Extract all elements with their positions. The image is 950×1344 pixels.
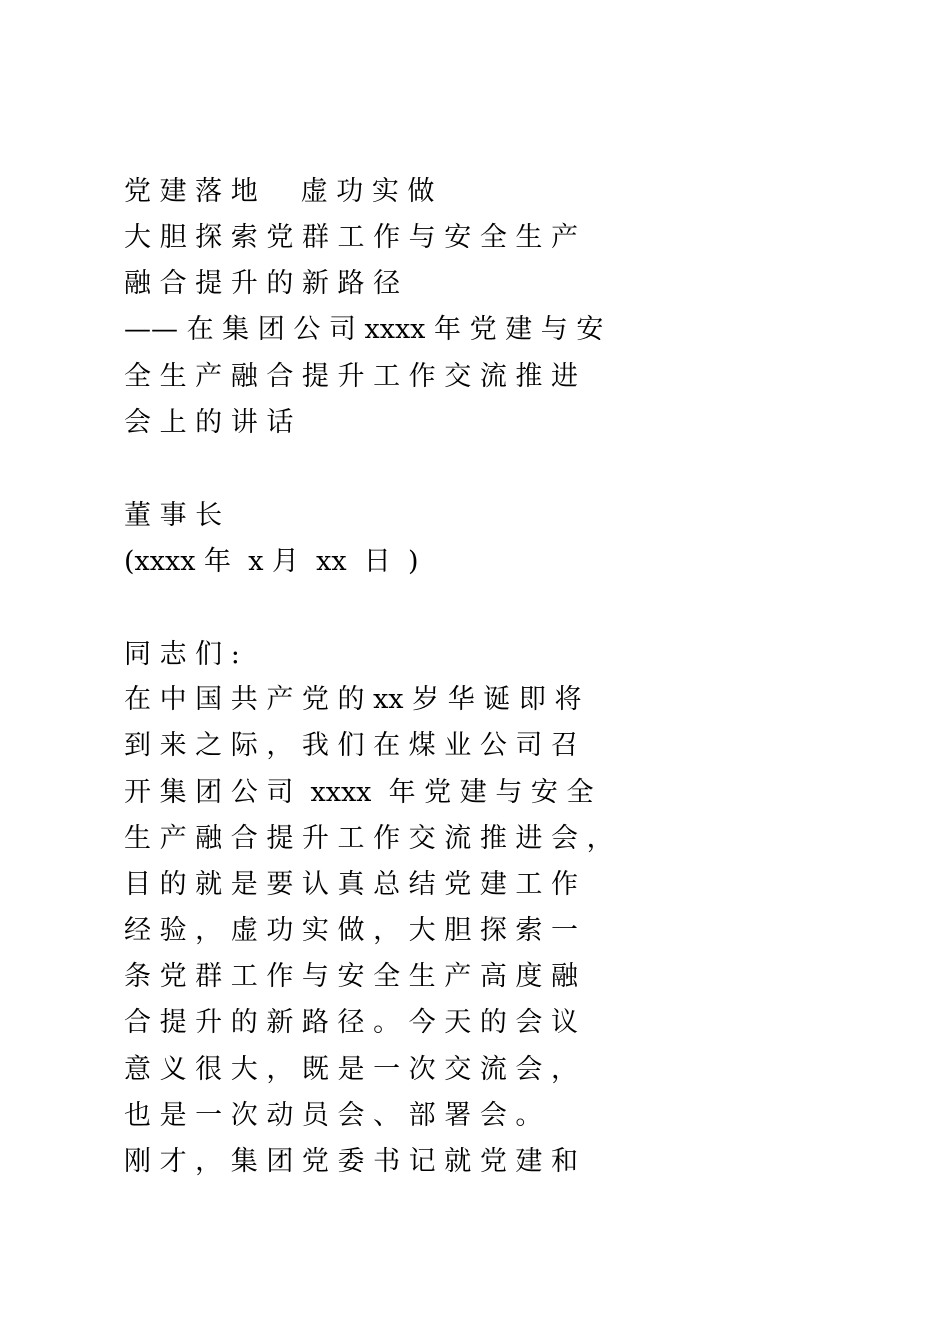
title-line-4: —— 在 集 团 公 司 xxxx 年 党 建 与 安 [124,314,604,345]
body-line-5: 目 的 就 是 要 认 真 总 结 党 建 工 作 [124,869,578,900]
body-line-3: 开 集 团 公 司 xxxx 年 党 建 与 安 全 [124,777,594,808]
body-line-6: 经 验 ， 虚 功 实 做 ， 大 胆 探 索 一 [124,915,578,946]
title-line-5: 全 生 产 融 合 提 升 工 作 交 流 推 进 [124,361,578,392]
body-line-7: 条 党 群 工 作 与 安 全 生 产 高 度 融 [124,961,578,992]
title-line-6: 会 上 的 讲 话 [124,407,294,438]
body-line-8: 合 提 升 的 新 路 径 。 今 天 的 会 议 [124,1007,578,1038]
title-line-2: 大 胆 探 索 党 群 工 作 与 安 全 生 产 [124,222,578,253]
body-line-1: 在 中 国 共 产 党 的 xx 岁 华 诞 即 将 [124,684,582,715]
body-line-9: 意 义 很 大 ， 既 是 一 次 交 流 会 ， [124,1054,578,1085]
salutation: 同 志 们 : [124,639,240,670]
speaker: 董 事 长 [124,500,223,531]
speech-date: (xxxx 年 x 月 xx 日 ) [124,546,419,577]
title-line-3: 融 合 提 升 的 新 路 径 [124,268,401,299]
body-line-11: 刚 才 ， 集 团 党 委 书 记 就 党 建 和 [124,1146,578,1177]
body-line-4: 生 产 融 合 提 升 工 作 交 流 推 进 会 ， [124,823,614,854]
body-line-10: 也 是 一 次 动 员 会 、 部 署 会 。 [124,1100,543,1131]
title-line-1: 党 建 落 地 虚 功 实 做 [124,176,435,207]
body-line-2: 到 来 之 际 ， 我 们 在 煤 业 公 司 召 [124,730,578,761]
